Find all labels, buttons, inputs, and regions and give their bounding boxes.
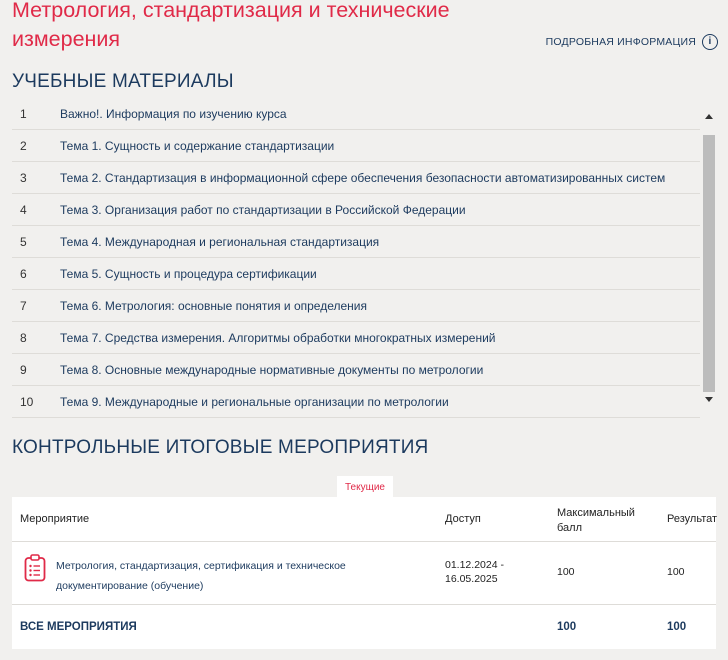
info-icon[interactable]: i (702, 34, 718, 50)
list-item-number: 4 (20, 202, 27, 217)
list-item-label[interactable]: Тема 5. Сущность и процедура сертификации (60, 266, 317, 281)
list-item-number: 8 (20, 330, 27, 345)
total-label: ВСЕ МЕРОПРИЯТИЯ (20, 621, 137, 633)
column-header-result: Результат (667, 513, 718, 525)
total-result: 100 (667, 621, 687, 633)
event-max-score: 100 (557, 566, 575, 578)
list-item[interactable] (12, 130, 700, 162)
events-table (12, 497, 716, 649)
list-item[interactable] (12, 386, 700, 418)
list-item-label[interactable]: Тема 6. Метрология: основные понятия и определения (60, 298, 367, 313)
list-item[interactable] (12, 194, 700, 226)
list-item[interactable] (12, 290, 700, 322)
event-name-link[interactable] (20, 556, 360, 596)
list-item-label[interactable]: Тема 8. Основные международные нормативные документы по метрологии (60, 362, 484, 377)
materials-scrollbar[interactable] (703, 108, 715, 406)
column-header-event: Мероприятие (20, 513, 90, 525)
clipboard-icon (24, 554, 46, 582)
list-item-number: 10 (20, 394, 34, 409)
column-header-max-score: Максимальный балл (557, 507, 635, 534)
list-item-label[interactable]: Тема 7. Средства измерения. Алгоритмы обработки многократных измерений (60, 330, 496, 345)
details-link[interactable] (546, 34, 718, 50)
list-item-label[interactable]: Тема 9. Международные и региональные организации по метрологии (60, 394, 449, 409)
list-item-number: 3 (20, 170, 27, 185)
scroll-thumb[interactable] (703, 135, 715, 392)
details-link-label: ПОДРОБНАЯ ИНФОРМАЦИЯ (545, 36, 696, 48)
list-item[interactable] (12, 258, 700, 290)
list-item-label[interactable]: Тема 2. Стандартизация в информационной сфере обеспечения безопасности автоматизированных систем (60, 170, 666, 185)
materials-list (12, 99, 700, 418)
event-access: 01.12.2024 - 16.05.2025 (445, 559, 504, 585)
list-item-label[interactable]: Тема 4. Международная и региональная стандартизация (60, 234, 380, 249)
list-item[interactable] (12, 322, 700, 354)
list-item-label[interactable]: Тема 1. Сущность и содержание стандартизации (60, 138, 335, 153)
event-name: Метрология, стандартизация, сертификация и техническое документирование (обучение) (56, 560, 346, 592)
materials-section-title: УЧЕБНЫЕ МАТЕРИАЛЫ (12, 71, 234, 92)
event-result: 100 (667, 566, 685, 578)
total-max-score: 100 (557, 621, 577, 633)
list-item-number: 2 (20, 138, 27, 153)
list-item[interactable] (12, 354, 700, 386)
scroll-up-icon[interactable] (705, 114, 713, 119)
list-item[interactable] (12, 226, 700, 258)
list-item-number: 1 (20, 107, 27, 121)
list-item-number: 9 (20, 362, 27, 377)
table-row[interactable] (12, 542, 716, 605)
column-header-access: Доступ (445, 513, 481, 525)
scroll-down-icon[interactable] (705, 397, 713, 402)
events-table-header (12, 497, 716, 542)
list-item-number: 6 (20, 266, 27, 281)
events-section-title: КОНТРОЛЬНЫЕ ИТОГОВЫЕ МЕРОПРИЯТИЯ (12, 437, 429, 458)
page-title: Метрология, стандартизация и технические измерения (12, 0, 450, 51)
tab-current[interactable]: Текущие (337, 476, 393, 498)
list-item-label[interactable]: Тема 3. Организация работ по стандартизации в Российской Федерации (60, 202, 466, 217)
events-total-row (12, 605, 716, 649)
list-item[interactable] (12, 99, 700, 130)
list-item[interactable] (12, 162, 700, 194)
list-item-label[interactable]: Важно!. Информация по изучению курса (60, 107, 287, 121)
list-item-number: 7 (20, 298, 27, 313)
list-item-number: 5 (20, 234, 27, 249)
